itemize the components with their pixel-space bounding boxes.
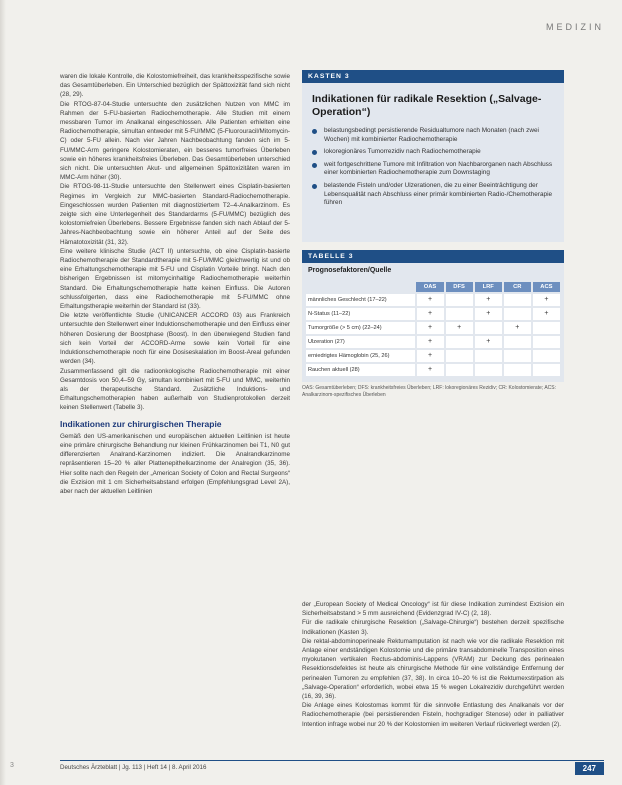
box-label: KASTEN 3 (302, 70, 564, 83)
value-cell (504, 350, 531, 362)
list-item: belastende Fisteln und/oder Ulzerationen, die zu einer Beeinträchtigung der Lebensqualität nach Abschluss einer primär kombinierten Radio-/Chemotherapie führen (312, 182, 554, 208)
value-cell: + (533, 294, 560, 306)
table-row (306, 350, 560, 362)
table-label: TABELLE 3 (302, 250, 564, 263)
value-cell: + (475, 336, 502, 348)
table-row (306, 294, 560, 306)
paragraph: der „European Society of Medical Oncology“ ist für diese Indikation zumindest Exzision ein Sicherheitsabstand > 5 mm ausreichend (Evidenzgrad IV-C) (2, 18). (302, 601, 564, 618)
right-column (302, 600, 564, 729)
table-row (306, 308, 560, 320)
left-column (60, 72, 290, 496)
value-cell (504, 308, 531, 320)
value-cell: + (417, 322, 444, 334)
page-footer (60, 760, 604, 776)
factor-cell: erniedrigtes Hämoglobin (25, 26) (306, 350, 415, 362)
page-binding-edge (0, 0, 6, 785)
paragraph: waren die lokale Kontrolle, die Kolostomiefreiheit, das krankheitsspezifische sowie das Gesamtüberleben. Ein Unterschied bezüglich der Spättoxizität fand sich nicht (28, 29). (60, 73, 290, 99)
column-header: LRF (475, 282, 502, 292)
table-header-row (306, 282, 560, 292)
factor-cell: Rauchen aktuell (28) (306, 364, 415, 376)
margin-mark: 3 (10, 762, 14, 769)
value-cell (533, 350, 560, 362)
column-header: ACS (533, 282, 560, 292)
list-item: weit fortgeschrittene Tumore mit Infiltration von Nachbarorganen nach Abschluss einer kombinierten Radiochemotherapie zum Downstaging (312, 161, 554, 178)
indication-list (302, 127, 564, 208)
footer-rule (60, 760, 604, 761)
table-footnote: OAS: Gesamtüberleben; DFS: krankheitsfreies Überleben; LRF: lokoregionäres Rezidiv; CR: Kolostomierate; ACS: Analkarzinom-spezifisches Überleben (302, 385, 556, 398)
value-cell: + (417, 308, 444, 320)
value-cell (475, 322, 502, 334)
bullet-icon (312, 163, 317, 168)
journal-citation: Deutsches Ärzteblatt | Jg. 113 | Heft 14 | 8. April 2016 (60, 764, 207, 771)
value-cell (533, 336, 560, 348)
value-cell (446, 364, 473, 376)
paragraph: Eine weitere klinische Studie (ACT II) untersuchte, ob eine Cisplatin-basierte Radiochemotherapie der Standardtherapie mit 5-FU/MMC gleichwertig ist und ob eine Erhaltungschemotherapie mit 5-FU und Cisplatin Vorteile bringt. Nach den bisherigen Ergebnissen ist mitomycinhaltige Radiochemotherapie weiterhin Standard. Die Erhaltungschemotherapie hatte keinen Einfluss. Die Autoren schlussfolgerten, dass eine Radiochemotherapie mit 5-FU/MMC ohne Erhaltungstherapie weiterhin der Standard ist (33). (60, 247, 290, 311)
column-header: OAS (416, 282, 443, 292)
value-cell (504, 364, 531, 376)
paragraph: Gemäß den US-amerikanischen und europäischen aktuellen Leitlinien ist heute eine primäre chirurgische Behandlung nur kleinen Frühkarzinomen bei T1, N0 gut differenzierten Analrand-Karzinomen indiziert. Die Analrandkarzinome repräsentieren 15–20 % aller Plattenepithelkarzinome der Analregion (35, 36). Hier sollte nach den Regeln der „American Society of Colon and Rectal Surgeons“ die Exzision mit 1 cm Sicherheitsabstand erfolgen (Empfehlungsgrad Level 2A), aber nach der aktuellen Leitlinien (60, 432, 290, 495)
factor-cell: Tumorgröße (> 5 cm) (22–24) (306, 322, 415, 334)
value-cell (446, 350, 473, 362)
value-cell (475, 350, 502, 362)
value-cell: + (446, 322, 473, 334)
table-row (306, 336, 560, 348)
box-title: Indikationen für radikale Resektion („Salvage-Operation“) (312, 93, 542, 118)
value-cell (446, 294, 473, 306)
paragraph: Die RTOG-98-11-Studie untersuchte den Stellenwert eines Cisplatin-basierten Regimes im Vergleich zur MMC-basierten Standard-Radiochemotherapie. Eingeschlossen wurden Patienten mit diagnostiziertem T2–4-Analkarzinom. Es zeigte sich eine Unterlegenheit des Standardarms (5-FU/MMC) bezüglich des kolostomiefreien Überlebens. Bessere Ergebnisse fanden sich nach Ablauf der 5-Jahres-Nachbeobachtung sowie ein höherer Anteil auf der Seite des Hämatotoxizität (31, 32). (60, 183, 290, 246)
value-cell (504, 294, 531, 306)
value-cell: + (417, 294, 444, 306)
value-cell: + (533, 308, 560, 320)
bullet-icon (312, 184, 317, 189)
value-cell: + (417, 364, 444, 376)
factor-cell: Ulzeration (27) (306, 336, 415, 348)
value-cell (504, 336, 531, 348)
prognosis-grid (302, 278, 564, 382)
box-3 (302, 70, 564, 242)
table-3 (302, 250, 564, 399)
value-cell (533, 322, 560, 334)
paragraph: Die rektal-abdominoperineale Rektumamputation ist nach wie vor die radikale Resektion mit Anlage einer endständigen Kolostomie und die primäre transabdominelle Transposition eines myokutanen vertikalen Rectus-abdominis-Lappens (VRAM) zur Deckung des perinealen Resektionsdefektes ist heute als chirurgische Methode für eine vollständige Entfernung der perinealen Tumoren zu empfehlen (37, 38). In circa 10–20 % ist die Rektumexstirpation als „Salvage-Operation“ erforderlich, wobei etwa 15 % wegen Lokalrezidiv durchgeführt werden (16, 39, 36). (302, 637, 564, 701)
value-cell (475, 364, 502, 376)
table-title: Prognosefaktoren/Quelle (302, 263, 564, 278)
column-header: DFS (446, 282, 473, 292)
value-cell (446, 308, 473, 320)
value-cell (533, 364, 560, 376)
value-cell: + (475, 294, 502, 306)
section-header: MEDIZIN (546, 22, 604, 32)
value-cell: + (475, 308, 502, 320)
list-item: lokoregionäres Tumorrezidiv nach Radiochemotherapie (312, 148, 554, 157)
paragraph: Die letzte veröffentlichte Studie (UNICANCER ACCORD 03) aus Frankreich untersuchte den Stellenwert einer Induktionschemotherapie und den Einfluss einer höheren Dosierung der Boostphase (Boost). In den überwiegend Studien fand sich kein Vorteil der ACCORD-Arme sowie kein Vorteil für eine Induktionschemotherapie noch für eine Dosiseskalation im Boost-Areal gefunden werden (34). (60, 312, 290, 366)
factor-cell: N-Status (11–22) (306, 308, 415, 320)
table-row (306, 364, 560, 376)
table-row (306, 322, 560, 334)
value-cell: + (417, 336, 444, 348)
list-item: belastungsbedingt persistierende Residualtumore nach Monaten (nach zwei Wochen) mit kombinierter Radiochemotherapie (312, 127, 554, 144)
paragraph: Für die radikale chirurgische Resektion („Salvage-Chirurgie“) bestehen derzeit spezifische Indikationen (Kasten 3). (302, 619, 564, 636)
paragraph: Die Anlage eines Kolostomas kommt für die sinnvolle Entlastung des Analkanals vor der Radiochemotherapie (bei persistierenden Fisteln, hochgradiger Stenose) oder in palliativer Intention infrage wobei nur 20 % der Kolostomien im weiteren Verlauf rückverlegt werden (2). (302, 702, 564, 728)
paragraph: Zusammenfassend gilt die radioonkologische Radiochemotherapie mit einer Gesamtdosis von 50,4–59 Gy, simultan kombiniert mit 5-FU und MMC, weiterhin als der therapeutische Standard. Zusätzliche Induktions- und Erhaltungschemotherapien haben außerhalb von Studienprotokollen derzeit keinen Stellenwert (Tabelle 3). (60, 367, 290, 412)
value-cell: + (504, 322, 531, 334)
section-heading: Indikationen zur chirurgischen Therapie (60, 418, 222, 429)
value-cell (446, 336, 473, 348)
column-header: CR (504, 282, 531, 292)
bullet-icon (312, 129, 317, 134)
value-cell: + (417, 350, 444, 362)
factor-cell: männliches Geschlecht (17–22) (306, 294, 415, 306)
paragraph: Die RTOG-87-04-Studie untersuchte den zusätzlichen Nutzen von MMC im Rahmen der 5-FU-basierten Radiochemotherapie. Alle Studien mit einem messbaren Tumor im Analkanal eingeschlossen. Alle Patienten erhielten eine Radiochemotherapie, simultan entweder mit 5-FU/MMC (5-Fluorouracil/Mitomycin-C) oder 5-FU allein. Nach vier Jahren Nachbeobachtung fanden sich im 5-FU/MMC-Arm geringere Kolostomieraten, ein besseres tumorfreies Überleben sowie ein höheres krankheitsfreies Überleben. Das Gesamtüberleben unterschied sich nicht. Die untersuchten Akut- und allgemeinen Spättoxizitäten waren im MMC-Arm höher (30). (60, 100, 290, 182)
bullet-icon (312, 150, 317, 155)
page-number: 247 (575, 762, 604, 775)
